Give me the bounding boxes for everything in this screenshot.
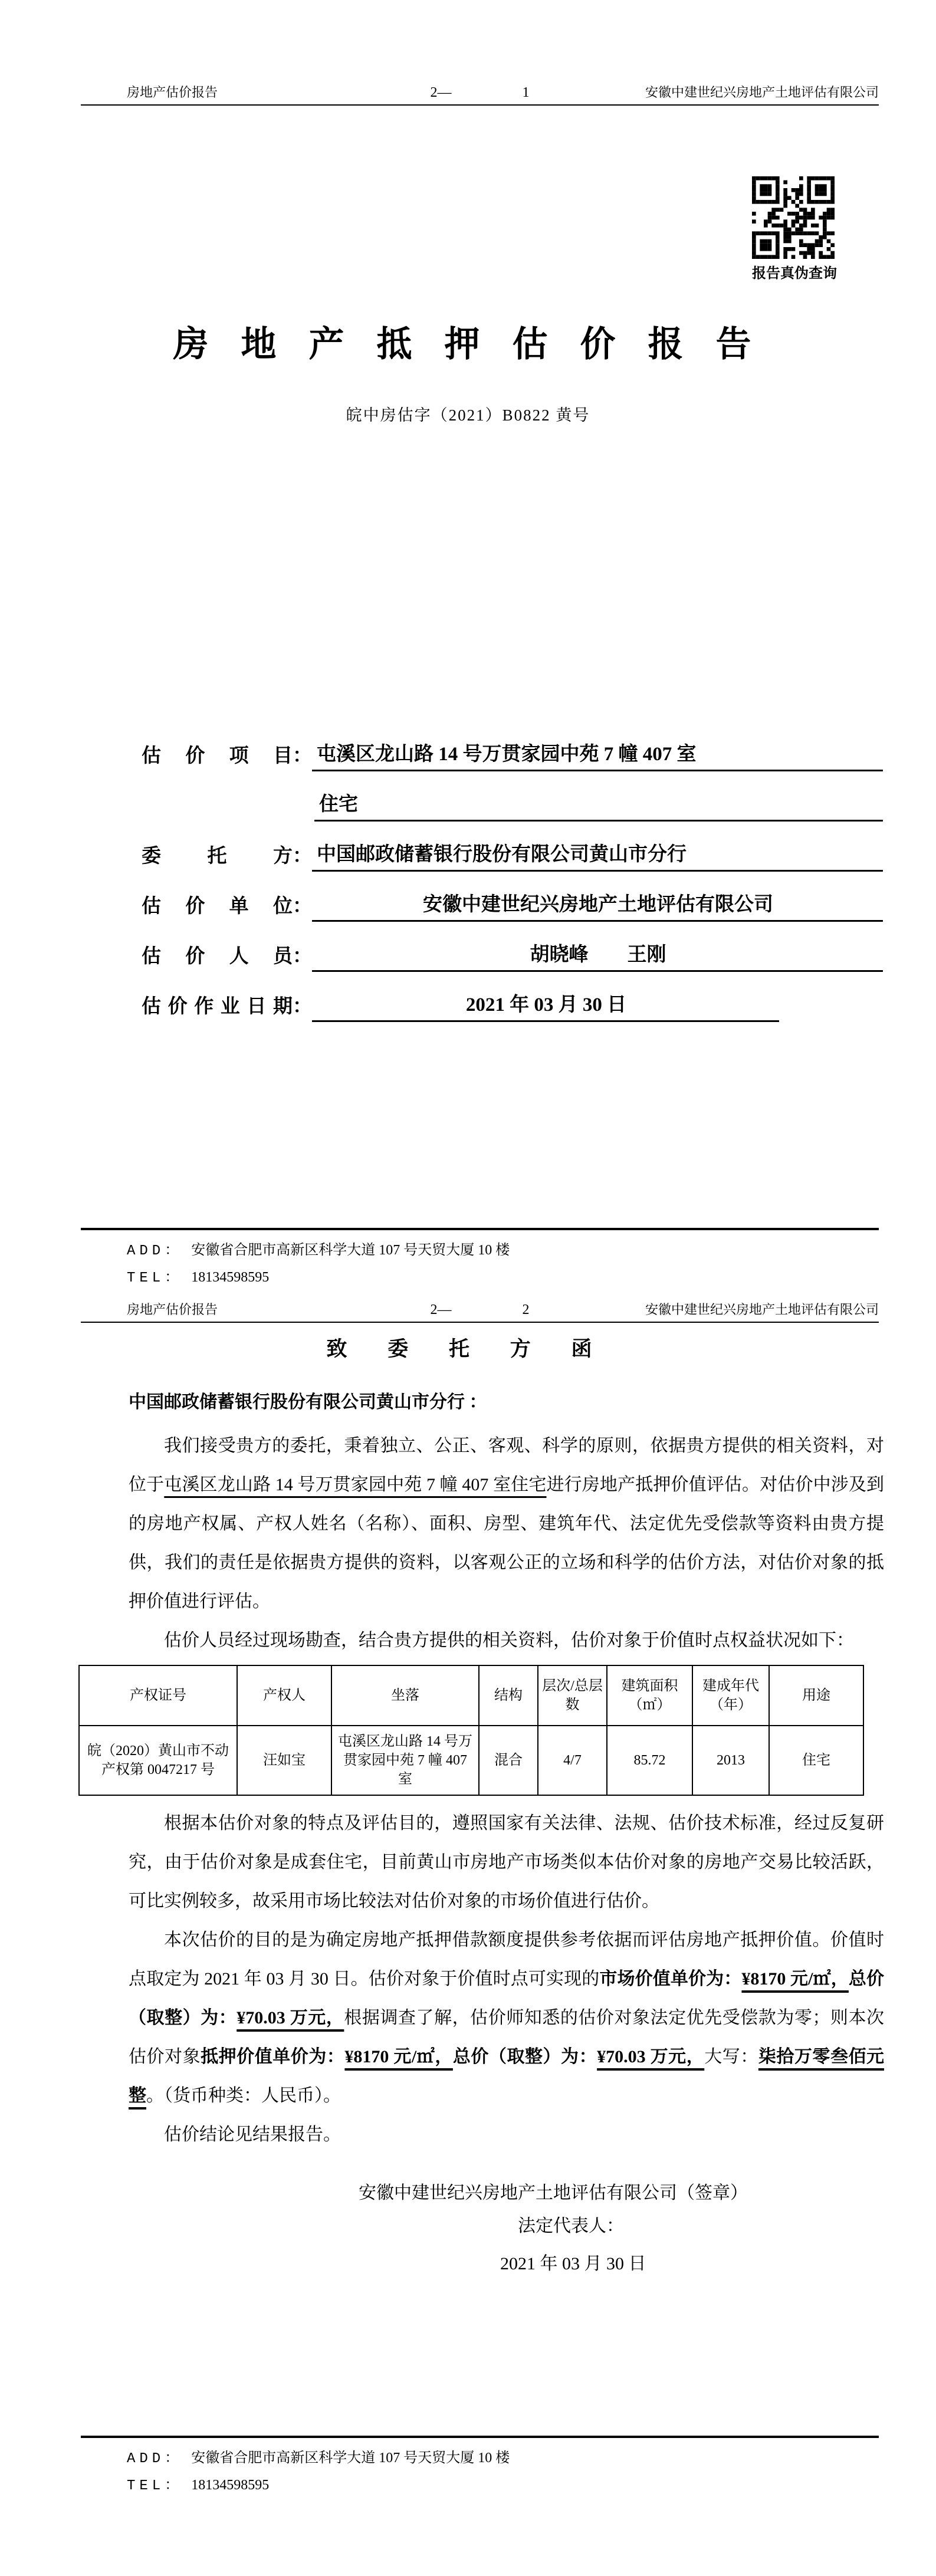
field-value: 中国邮政储蓄银行股份有限公司黄山市分行 bbox=[312, 839, 883, 872]
field-label: 估 价 单 位 bbox=[142, 896, 293, 917]
letter-paragraph bbox=[129, 1804, 884, 1921]
emphasized-text: 总价（取整）为： bbox=[452, 2047, 597, 2066]
letter-paragraph bbox=[129, 1621, 884, 1660]
header-company-name: 安徽中建世纪兴房地产土地评估有限公司 bbox=[645, 1302, 879, 1317]
report-title: 房 地 产 抵 押 估 价 报 告 bbox=[173, 325, 763, 364]
table-header-cell: 用途 bbox=[769, 1665, 863, 1726]
footer-add-text: 安徽省合肥市高新区科学大道 107 号天贸大厦 10 楼 bbox=[191, 1243, 510, 1258]
letter-paragraph bbox=[129, 2115, 884, 2154]
qr-box bbox=[752, 176, 835, 282]
field-colon: ： bbox=[293, 896, 312, 917]
field-label: 估价作业日期 bbox=[142, 996, 293, 1017]
emphasized-text: 市场价值单价为： bbox=[599, 1969, 742, 1989]
table-header-cell: 建成年代（年） bbox=[692, 1665, 769, 1726]
field-row bbox=[142, 822, 883, 872]
footer-tel-text: 18134598595 bbox=[191, 1270, 270, 1285]
table-row bbox=[79, 1726, 863, 1795]
text-run: 进行房地产抵押价值评估。对估价中涉及到的房地产权属、产权人姓名（名称）、面积、房型、建筑年代、法定优先受偿款等资料由贵方提供，我们的责任是依据贵方提供的资料，以客观公正的立场和科学的估价方法，对估价对象的抵押价值进行评估。 bbox=[129, 1475, 885, 1611]
text-run: 估价结论见结果报告。 bbox=[164, 2125, 341, 2144]
table-header-row bbox=[79, 1665, 863, 1726]
table-header-cell: 产权人 bbox=[237, 1665, 331, 1726]
table-cell: 汪如宝 bbox=[237, 1726, 331, 1795]
footer-tel-line bbox=[81, 2472, 879, 2499]
table-cell: 皖（2020）黄山市不动产权第 0047217 号 bbox=[79, 1726, 237, 1795]
field-label: 估 价 项 目 bbox=[142, 745, 293, 767]
letter-paragraph bbox=[129, 1921, 884, 2115]
page-header bbox=[81, 83, 879, 106]
header-doc-type: 房地产估价报告 bbox=[127, 1302, 218, 1317]
report-doc-number: 皖中房估字（2021）B0822 黄号 bbox=[346, 406, 590, 424]
footer-tel-text: 18134598595 bbox=[191, 2478, 270, 2493]
header-page-prefix: 2— bbox=[430, 1302, 452, 1317]
table-cell: 4/7 bbox=[538, 1726, 607, 1795]
page-2-letter bbox=[0, 1292, 936, 2576]
emphasized-text: ¥70.03 万元， bbox=[597, 2047, 705, 2066]
signature-date: 2021 年 03 月 30 日 bbox=[500, 2254, 646, 2273]
emphasized-text: 屯溪区龙山路 14 号万贯家园中苑 7 幢 407 室住宅 bbox=[164, 1475, 547, 1494]
field-label: 委 托 方 bbox=[142, 846, 293, 867]
field-value: 胡晓峰 王刚 bbox=[312, 939, 883, 972]
field-colon: ： bbox=[293, 946, 312, 967]
letter-addressee: 中国邮政储蓄银行股份有限公司黄山市分行 ： bbox=[129, 1392, 487, 1412]
field-colon: ： bbox=[293, 846, 312, 867]
qr-caption: 报告真伪查询 bbox=[752, 266, 837, 281]
header-page-indicator bbox=[431, 1302, 530, 1318]
table-header-cell: 产权证号 bbox=[79, 1665, 237, 1726]
footer-address-line bbox=[81, 2445, 879, 2472]
field-row-continued bbox=[142, 771, 883, 822]
text-run: 。（货币种类：人民币）。 bbox=[146, 2086, 341, 2105]
table-header-cell: 结构 bbox=[479, 1665, 538, 1726]
text-run: 大写： bbox=[704, 2047, 758, 2066]
header-doc-type: 房地产估价报告 bbox=[127, 85, 218, 100]
field-value: 安徽中建世纪兴房地产土地评估有限公司 bbox=[312, 889, 883, 922]
footer-tel-label: TEL： bbox=[127, 2478, 183, 2494]
emphasized-text: 总价（取整）为： bbox=[129, 1969, 885, 2028]
letter-title: 致 委 托 方 函 bbox=[326, 1338, 610, 1361]
qr-area bbox=[0, 176, 835, 282]
table-cell: 住宅 bbox=[769, 1726, 863, 1795]
page-header bbox=[81, 1300, 879, 1323]
field-colon: ： bbox=[293, 745, 312, 767]
property-info-table bbox=[78, 1665, 864, 1796]
signature-company: 安徽中建世纪兴房地产土地评估有限公司（签章） bbox=[359, 2183, 748, 2203]
table-cell: 混合 bbox=[479, 1726, 538, 1795]
field-value: 2021 年 03 月 30 日 bbox=[312, 989, 779, 1022]
letter-paragraph bbox=[129, 1427, 884, 1621]
qr-code-icon bbox=[752, 176, 835, 259]
signature-legal-rep: 法定代表人： bbox=[518, 2216, 624, 2236]
emphasized-text: ¥70.03 万元， bbox=[237, 2008, 344, 2028]
header-page-number: 2 bbox=[522, 1302, 530, 1317]
footer-address-line bbox=[81, 1237, 879, 1264]
footer-tel-line bbox=[81, 1264, 879, 1292]
text-run: 估价人员经过现场勘查，结合贵方提供的相关资料，估价对象于价值时点权益状况如下： bbox=[164, 1631, 854, 1650]
footer-add-text: 安徽省合肥市高新区科学大道 107 号天贸大厦 10 楼 bbox=[191, 2450, 510, 2466]
footer-add-label: ADD： bbox=[127, 2451, 183, 2467]
field-label: 估 价 人 员 bbox=[142, 946, 293, 967]
emphasized-text: ¥8170 元/㎡， bbox=[344, 2047, 453, 2066]
text-run: 本次估价的目的是为确定房地产抵押借款额度提供参考依据而评估房地产抵押价值。价值时点取定为 2021 年 03 月 30 日。估价对象于价值时点可实现的 bbox=[129, 1930, 884, 1989]
table-header-cell: 建筑面积（㎡） bbox=[607, 1665, 692, 1726]
text-run: 根据本估价对象的特点及评估目的，遵照国家有关法律、法规、估价技术标准，经过反复研究，由于估价对象是成套住宅，目前黄山市房地产市场类似本估价对象的房地产交易比较活跃，可比实例较多，故采用市场比较法对估价对象的市场价值进行估价。 bbox=[129, 1813, 884, 1911]
field-colon: ： bbox=[293, 996, 312, 1017]
footer-add-label: ADD： bbox=[127, 1243, 183, 1259]
table-header-cell: 层次/总层数 bbox=[538, 1665, 607, 1726]
header-page-prefix: 2— bbox=[430, 85, 452, 100]
field-value: 住宅 bbox=[314, 788, 883, 822]
footer-tel-label: TEL： bbox=[127, 1270, 183, 1286]
header-page-indicator bbox=[431, 85, 530, 101]
signature-block bbox=[359, 2179, 854, 2283]
cover-fields bbox=[142, 721, 883, 1022]
emphasized-text: ¥8170 元/㎡， bbox=[741, 1969, 849, 1989]
table-header-cell: 坐落 bbox=[331, 1665, 479, 1726]
text-run: 根据调查了解，估价师知悉的估价对象法定优先受偿款为零；则本次估价对象 bbox=[129, 2008, 885, 2066]
table-cell: 2013 bbox=[692, 1726, 769, 1795]
page-footer bbox=[81, 2436, 879, 2499]
header-company-name: 安徽中建世纪兴房地产土地评估有限公司 bbox=[645, 85, 879, 100]
field-row bbox=[142, 972, 883, 1022]
emphasized-text: 抵押价值单价为： bbox=[201, 2047, 345, 2066]
table-cell: 屯溪区龙山路 14 号万贯家园中苑 7 幢 407 室 bbox=[331, 1726, 479, 1795]
page-footer bbox=[81, 1228, 879, 1292]
table-cell: 85.72 bbox=[607, 1726, 692, 1795]
field-row bbox=[142, 922, 883, 972]
text-run: 我们接受贵方的委托，秉着独立、公正、客观、科学的原则，依据贵方提供的相关资料，对位于 bbox=[129, 1436, 884, 1494]
field-row bbox=[142, 872, 883, 922]
field-row bbox=[142, 721, 883, 771]
field-value: 屯溪区龙山路 14 号万贯家园中苑 7 幢 407 室 bbox=[312, 738, 883, 771]
header-page-number: 1 bbox=[522, 85, 530, 100]
emphasized-text: 柒拾万零叁佰元整 bbox=[129, 2047, 885, 2105]
